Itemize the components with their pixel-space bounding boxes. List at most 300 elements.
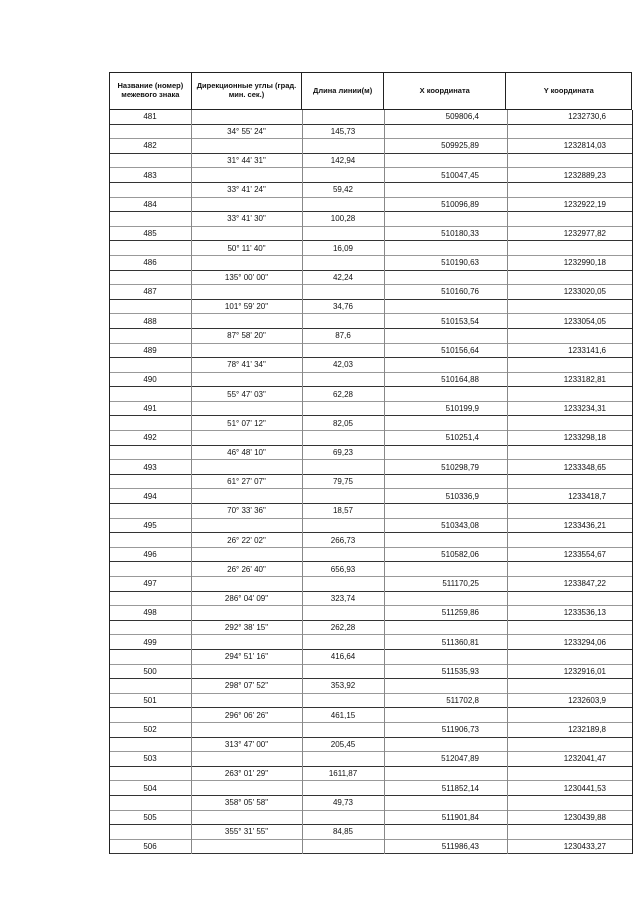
point-angle-empty	[191, 285, 302, 299]
point-angle-empty	[191, 431, 302, 445]
segment-name-empty	[109, 650, 191, 664]
segment-length: 145,73	[330, 126, 356, 136]
segment-name-empty	[109, 271, 191, 285]
segment-y-empty	[507, 446, 632, 460]
point-angle-empty	[191, 519, 302, 533]
table-body	[109, 110, 632, 854]
point-row	[109, 431, 632, 446]
point-row	[109, 694, 632, 709]
segment-angle: 313° 47' 00"	[224, 739, 269, 749]
point-name: 503	[143, 754, 157, 764]
segment-x-empty	[384, 183, 507, 197]
point-angle-empty	[191, 840, 302, 854]
point-length-empty	[302, 519, 384, 533]
segment-length: 205,45	[330, 739, 356, 749]
segment-row	[109, 796, 632, 811]
point-x: 510336,9	[445, 491, 479, 501]
point-name: 491	[143, 404, 157, 414]
segment-name-empty	[109, 767, 191, 781]
segment-y-empty	[507, 212, 632, 226]
segment-angle: 26° 26' 40"	[227, 564, 266, 574]
point-name: 489	[143, 345, 157, 355]
point-length-empty	[302, 168, 384, 182]
segment-angle: 294° 51' 16"	[224, 652, 269, 662]
column-divider	[632, 110, 633, 854]
segment-name-empty	[109, 621, 191, 635]
point-row	[109, 227, 632, 242]
segment-name-empty	[109, 592, 191, 606]
point-name: 506	[143, 841, 157, 851]
segment-row	[109, 212, 632, 227]
segment-y-empty	[507, 650, 632, 664]
segment-length: 49,73	[332, 798, 354, 808]
point-row	[109, 489, 632, 504]
point-angle-empty	[191, 110, 302, 124]
segment-y-empty	[507, 796, 632, 810]
point-y: 1233141,6	[568, 345, 606, 355]
point-angle-empty	[191, 344, 302, 358]
point-x: 509925,89	[441, 141, 479, 151]
point-row	[109, 110, 632, 125]
point-y: 1233418,7	[568, 491, 606, 501]
segment-row	[109, 621, 632, 636]
point-length-empty	[302, 256, 384, 270]
segment-angle: 31° 44' 31"	[227, 156, 266, 166]
header-direction-angles: Дирекционные углы (град. мин. сек.)	[192, 73, 303, 109]
segment-x-empty	[384, 300, 507, 314]
segment-row	[109, 650, 632, 665]
point-y: 1233536,13	[563, 608, 606, 618]
segment-y-empty	[507, 125, 632, 139]
segment-angle: 87° 58' 20"	[227, 331, 266, 341]
point-x: 511852,14	[441, 783, 479, 793]
segment-row	[109, 475, 632, 490]
segment-length: 79,75	[332, 477, 354, 487]
point-y: 1232889,23	[563, 170, 606, 180]
segment-length: 461,15	[330, 710, 356, 720]
point-row	[109, 781, 632, 796]
segment-y-empty	[507, 533, 632, 547]
segment-y-empty	[507, 592, 632, 606]
point-angle-empty	[191, 752, 302, 766]
segment-y-empty	[507, 825, 632, 839]
segment-y-empty	[507, 329, 632, 343]
segment-row	[109, 416, 632, 431]
point-angle-empty	[191, 665, 302, 679]
segment-name-empty	[109, 154, 191, 168]
point-angle-empty	[191, 314, 302, 328]
point-length-empty	[302, 694, 384, 708]
segment-length: 18,57	[332, 506, 354, 516]
point-length-empty	[302, 344, 384, 358]
point-y: 1230439,88	[563, 812, 606, 822]
segment-name-empty	[109, 708, 191, 722]
point-row	[109, 285, 632, 300]
point-angle-empty	[191, 489, 302, 503]
point-x: 511986,43	[441, 841, 479, 851]
segment-x-empty	[384, 212, 507, 226]
segment-angle: 50° 11' 40"	[227, 243, 266, 253]
point-length-empty	[302, 665, 384, 679]
point-angle-empty	[191, 548, 302, 562]
point-name: 482	[143, 141, 157, 151]
segment-y-empty	[507, 679, 632, 693]
segment-y-empty	[507, 154, 632, 168]
segment-length: 59,42	[332, 185, 354, 195]
point-y: 1233348,65	[563, 462, 606, 472]
point-x: 511360,81	[441, 637, 479, 647]
point-length-empty	[302, 811, 384, 825]
segment-length: 656,93	[330, 564, 356, 574]
segment-x-empty	[384, 533, 507, 547]
point-x: 510096,89	[441, 199, 479, 209]
point-y: 1233436,21	[563, 520, 606, 530]
point-y: 1233234,31	[563, 404, 606, 414]
point-name: 490	[143, 374, 157, 384]
segment-x-empty	[384, 125, 507, 139]
point-y: 1233294,06	[563, 637, 606, 647]
column-divider	[507, 110, 508, 854]
point-length-empty	[302, 285, 384, 299]
segment-x-empty	[384, 650, 507, 664]
segment-length: 416,64	[330, 652, 356, 662]
point-name: 483	[143, 170, 157, 180]
segment-angle: 46° 48' 10"	[227, 447, 266, 457]
segment-y-empty	[507, 416, 632, 430]
point-y: 1232990,18	[563, 258, 606, 268]
segment-x-empty	[384, 738, 507, 752]
segment-y-empty	[507, 767, 632, 781]
point-angle-empty	[191, 635, 302, 649]
segment-angle: 263° 01' 29"	[224, 769, 269, 779]
segment-length: 62,28	[332, 389, 354, 399]
segment-row	[109, 592, 632, 607]
point-x: 510199,9	[445, 404, 479, 414]
point-row	[109, 811, 632, 826]
segment-x-empty	[384, 621, 507, 635]
point-x: 510153,54	[441, 316, 479, 326]
segment-row	[109, 387, 632, 402]
point-x: 511259,86	[441, 608, 479, 618]
segment-angle: 296° 06' 26"	[224, 710, 269, 720]
point-y: 1232814,03	[563, 141, 606, 151]
point-x: 510298,79	[441, 462, 479, 472]
point-row	[109, 460, 632, 475]
point-length-empty	[302, 577, 384, 591]
point-length-empty	[302, 840, 384, 854]
segment-row	[109, 183, 632, 198]
segment-angle: 34° 55' 24"	[227, 126, 266, 136]
point-x: 510582,06	[441, 550, 479, 560]
segment-length: 42,24	[332, 272, 354, 282]
segment-y-empty	[507, 621, 632, 635]
segment-row	[109, 300, 632, 315]
header-y-coordinate: Y координата	[543, 85, 594, 95]
segment-y-empty	[507, 387, 632, 401]
segment-length: 42,03	[332, 360, 354, 370]
point-x: 511901,84	[441, 812, 479, 822]
segment-x-empty	[384, 446, 507, 460]
segment-x-empty	[384, 329, 507, 343]
segment-x-empty	[384, 796, 507, 810]
point-row	[109, 402, 632, 417]
segment-row	[109, 154, 632, 169]
table-header	[109, 72, 632, 110]
segment-row	[109, 562, 632, 577]
segment-length: 84,85	[332, 827, 354, 837]
point-angle-empty	[191, 227, 302, 241]
point-x: 511170,25	[442, 579, 479, 589]
segment-x-empty	[384, 416, 507, 430]
segment-y-empty	[507, 271, 632, 285]
point-name: 500	[143, 666, 157, 676]
segment-name-empty	[109, 738, 191, 752]
segment-angle: 286° 04' 09"	[224, 593, 269, 603]
segment-row	[109, 358, 632, 373]
point-row	[109, 723, 632, 738]
point-row	[109, 168, 632, 183]
segment-length: 87,6	[335, 331, 351, 341]
point-x: 512047,89	[441, 754, 479, 764]
point-x: 510156,64	[441, 345, 479, 355]
point-row	[109, 665, 632, 680]
segment-name-empty	[109, 329, 191, 343]
point-y: 1233298,18	[563, 433, 606, 443]
point-y: 1233182,81	[563, 374, 606, 384]
point-y: 1232916,01	[563, 666, 606, 676]
point-row	[109, 752, 632, 767]
segment-x-empty	[384, 271, 507, 285]
segment-x-empty	[384, 592, 507, 606]
point-angle-empty	[191, 723, 302, 737]
segment-x-empty	[384, 387, 507, 401]
segment-name-empty	[109, 475, 191, 489]
point-name: 496	[143, 550, 157, 560]
point-name: 497	[143, 579, 157, 589]
point-y: 1233020,05	[563, 287, 606, 297]
point-row	[109, 548, 632, 563]
segment-name-empty	[109, 504, 191, 518]
segment-row	[109, 446, 632, 461]
segment-angle: 33° 41' 30"	[227, 214, 266, 224]
point-row	[109, 840, 632, 855]
point-angle-empty	[191, 198, 302, 212]
segment-name-empty	[109, 679, 191, 693]
segment-x-empty	[384, 154, 507, 168]
point-y: 1232189,8	[568, 725, 606, 735]
segment-angle: 51° 07' 12"	[227, 418, 266, 428]
segment-name-empty	[109, 562, 191, 576]
segment-row	[109, 125, 632, 140]
column-divider	[302, 110, 303, 854]
segment-x-empty	[384, 708, 507, 722]
point-row	[109, 606, 632, 621]
coordinates-table	[109, 72, 632, 854]
segment-x-empty	[384, 358, 507, 372]
segment-angle: 61° 27' 07"	[227, 477, 266, 487]
point-length-empty	[302, 314, 384, 328]
segment-angle: 298° 07' 52"	[224, 681, 269, 691]
segment-name-empty	[109, 533, 191, 547]
point-name: 498	[143, 608, 157, 618]
point-angle-empty	[191, 139, 302, 153]
segment-length: 69,23	[332, 447, 354, 457]
segment-length: 34,76	[332, 302, 354, 312]
point-row	[109, 344, 632, 359]
segment-x-empty	[384, 767, 507, 781]
point-x: 510251,4	[445, 433, 479, 443]
point-name: 505	[143, 812, 157, 822]
point-row	[109, 256, 632, 271]
segment-x-empty	[384, 475, 507, 489]
column-divider	[109, 110, 110, 854]
segment-name-empty	[109, 825, 191, 839]
point-row	[109, 373, 632, 388]
point-length-empty	[302, 227, 384, 241]
segment-name-empty	[109, 125, 191, 139]
point-angle-empty	[191, 373, 302, 387]
segment-name-empty	[109, 212, 191, 226]
segment-row	[109, 241, 632, 256]
point-name: 501	[143, 696, 157, 706]
point-x: 511702,8	[446, 696, 479, 706]
segment-name-empty	[109, 358, 191, 372]
segment-y-empty	[507, 738, 632, 752]
point-length-empty	[302, 139, 384, 153]
segment-length: 1611,87	[328, 769, 358, 779]
segment-name-empty	[109, 796, 191, 810]
segment-y-empty	[507, 358, 632, 372]
point-length-empty	[302, 635, 384, 649]
point-angle-empty	[191, 168, 302, 182]
point-name: 494	[143, 491, 157, 501]
header-x-coordinate: X координата	[384, 73, 507, 109]
point-y: 1232922,19	[563, 199, 606, 209]
segment-angle: 358° 05' 58"	[224, 798, 269, 808]
point-y: 1233054,05	[563, 316, 606, 326]
point-row	[109, 519, 632, 534]
point-x: 511535,93	[441, 666, 479, 676]
segment-name-empty	[109, 416, 191, 430]
segment-angle: 26° 22' 02"	[227, 535, 266, 545]
segment-name-empty	[109, 241, 191, 255]
point-row	[109, 577, 632, 592]
segment-length: 142,94	[330, 156, 356, 166]
point-x: 510343,08	[441, 520, 479, 530]
point-length-empty	[302, 373, 384, 387]
point-name: 486	[143, 258, 157, 268]
point-y: 1232603,9	[568, 696, 606, 706]
point-angle-empty	[191, 606, 302, 620]
point-name: 487	[143, 287, 157, 297]
point-length-empty	[302, 402, 384, 416]
point-angle-empty	[191, 694, 302, 708]
segment-length: 100,28	[330, 214, 356, 224]
point-angle-empty	[191, 402, 302, 416]
segment-length: 266,73	[330, 535, 356, 545]
point-length-empty	[302, 723, 384, 737]
point-y: 1230433,27	[563, 841, 606, 851]
point-length-empty	[302, 198, 384, 212]
point-name: 488	[143, 316, 157, 326]
segment-row	[109, 767, 632, 782]
segment-name-empty	[109, 387, 191, 401]
segment-x-empty	[384, 825, 507, 839]
column-divider	[191, 110, 192, 854]
segment-y-empty	[507, 504, 632, 518]
segment-y-empty	[507, 183, 632, 197]
segment-name-empty	[109, 300, 191, 314]
segment-row	[109, 738, 632, 753]
segment-row	[109, 825, 632, 840]
segment-length: 323,74	[330, 593, 356, 603]
point-length-empty	[302, 548, 384, 562]
segment-angle: 78° 41' 34"	[227, 360, 266, 370]
segment-angle: 33° 41' 24"	[227, 185, 266, 195]
point-x: 510160,76	[441, 287, 479, 297]
point-length-empty	[302, 606, 384, 620]
point-y: 1233847,22	[563, 579, 606, 589]
segment-row	[109, 679, 632, 694]
point-name: 495	[143, 520, 157, 530]
point-y: 1232977,82	[563, 229, 606, 239]
point-row	[109, 139, 632, 154]
point-name: 481	[143, 112, 157, 122]
header-line-length: Длина линии(м)	[302, 73, 384, 109]
point-name: 484	[143, 199, 157, 209]
segment-x-empty	[384, 241, 507, 255]
point-angle-empty	[191, 460, 302, 474]
segment-x-empty	[384, 504, 507, 518]
point-x: 510180,33	[441, 229, 479, 239]
header-point-name: Название (номер) межевого знака	[110, 73, 192, 109]
point-x: 510164,88	[441, 374, 479, 384]
segment-name-empty	[109, 446, 191, 460]
point-length-empty	[302, 431, 384, 445]
segment-row	[109, 271, 632, 286]
point-length-empty	[302, 781, 384, 795]
point-angle-empty	[191, 577, 302, 591]
point-y: 1233554,67	[563, 550, 606, 560]
point-length-empty	[302, 460, 384, 474]
segment-name-empty	[109, 183, 191, 197]
segment-y-empty	[507, 708, 632, 722]
point-angle-empty	[191, 256, 302, 270]
point-name: 485	[143, 229, 157, 239]
point-name: 493	[143, 462, 157, 472]
point-angle-empty	[191, 781, 302, 795]
point-row	[109, 198, 632, 213]
segment-row	[109, 533, 632, 548]
segment-angle: 292° 38' 15"	[224, 623, 269, 633]
point-x: 511906,73	[441, 725, 479, 735]
segment-length: 16,09	[332, 243, 354, 253]
point-row	[109, 635, 632, 650]
column-divider	[384, 110, 385, 854]
point-y: 1232041,47	[563, 754, 606, 764]
segment-angle: 101° 59' 20"	[224, 302, 269, 312]
segment-length: 262,28	[330, 623, 356, 633]
segment-angle: 355° 31' 55"	[224, 827, 269, 837]
segment-length: 353,92	[330, 681, 356, 691]
point-length-empty	[302, 752, 384, 766]
segment-length: 82,05	[332, 418, 354, 428]
segment-y-empty	[507, 300, 632, 314]
point-y: 1232730,6	[568, 112, 606, 122]
segment-x-empty	[384, 562, 507, 576]
point-name: 502	[143, 725, 157, 735]
point-name: 492	[143, 433, 157, 443]
